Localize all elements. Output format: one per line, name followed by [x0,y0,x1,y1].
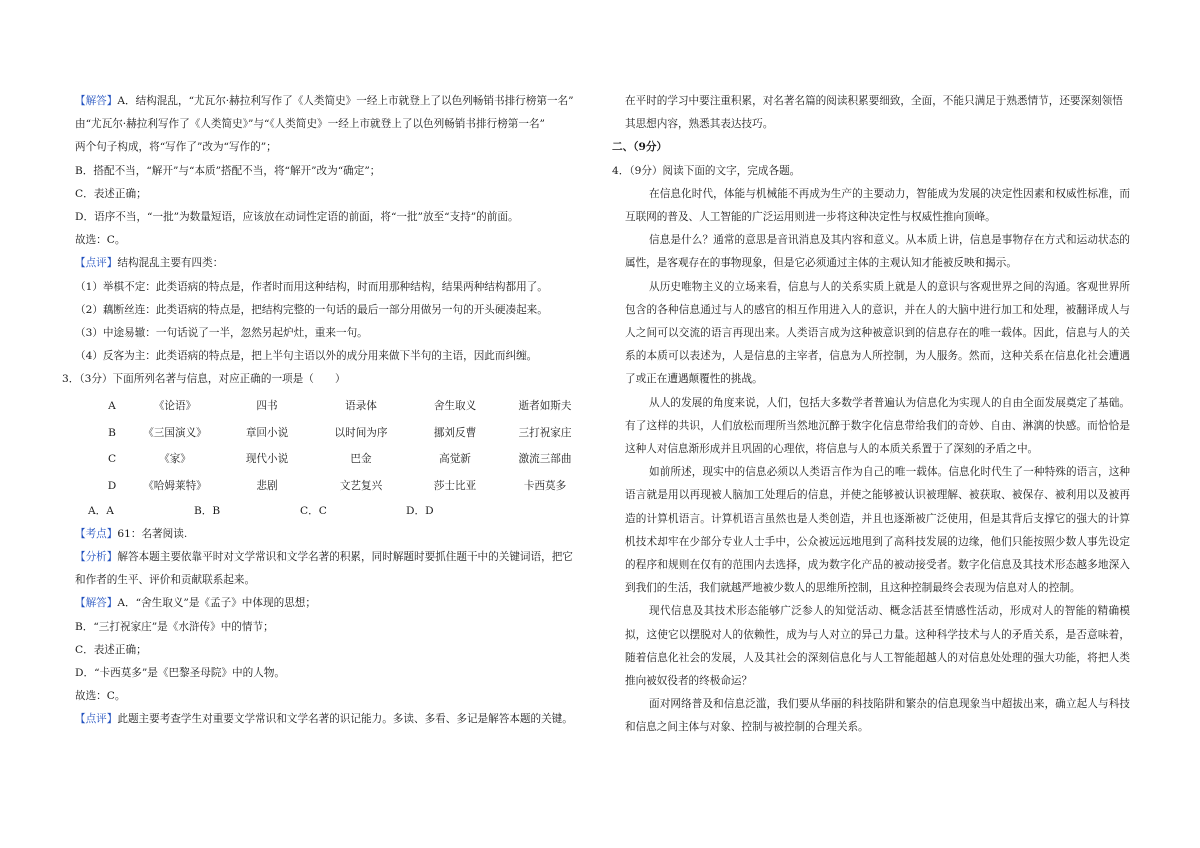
choice-a: A．A [88,504,114,517]
choice-c: C．C [300,504,327,517]
answer-line: D．语序不当，“一批”为数量短语，应该放在动词性定语的前面，将“一批”放至“支持”的前面。 [75,211,519,224]
analysis-tag: 【分析】 [75,551,118,564]
comment-tag: 【点评】 [75,713,118,726]
analysis-line: 【分析】解答本题主要依靠平时对文学常识和文学名著的积累，同时解题时要抓住题干中的关键词语，把它 [75,551,573,564]
choice-b: B．B [194,504,221,517]
left-column [62,90,595,732]
passage-paragraph: 在信息化时代，体能与机械能不再成为生产的主要动力，智能成为发展的决定性因素和权威性标准，而互联网的普及、人工智能的广泛运用则进一步将这种决定性与权威性推向顶峰。 [625,187,1130,224]
comment-line: 【点评】结构混乱主要有四类： [75,257,224,270]
question-4-stem: 4．（9分）阅读下面的文字，完成各题。 [612,164,801,177]
option-row-b: B 《三国演义》 章回小说 以时间为序 挪刘反曹 三打祝家庄 [108,426,572,439]
options-table [95,394,589,500]
answer-line: C．表述正确； [75,643,147,656]
answer-tag: 【解答】 [75,597,118,610]
passage-paragraph: 面对网络普及和信息泛滥，我们要从华丽的科技陷阱和繁杂的信息现象当中超拔出来，确立起人与科技和信息之间主体与对象、控制与被控制的合理关系。 [625,698,1130,734]
answer-tag: 【解答】 [75,95,118,107]
answer-line: 两个句子构成，将“写作了”改为“写作的”； [75,141,277,154]
comment-line: 【点评】此题主要考查学生对重要文学常识和文学名著的识记能力。多读、多看、多记是解答本题的关键。 [75,713,573,726]
kaodian-tag: 【考点】 [75,527,118,540]
comment-item: （4）反客为主：此类语病的特点是，把上半句主语以外的成分用来做下半句的主语，因此而纠缠。 [75,350,538,363]
option-row-c: C 《家》 现代小说 巴金 高觉新 激流三部曲 [107,453,572,466]
comment-item: （2）藕断丝连：此类语病的特点是，把结构完整的一句话的最后一部分用做另一句的开头硬凑起来。 [75,303,548,316]
passage-paragraph: 从历史唯物主义的立场来看，信息与人的关系实质上就是人的意识与客观世界之间的沟通。客观世界所包含的各种信息通过与人的感官的相互作用进入人的意识，并在人的大脑中进行加工和处理，被翻译成人与人之间可以交流的语言再现出来。人类语言成为这种被意识到的信息存在的唯一载体。因此，信息与人的关系的本质可以表述为，人是信息的主宰者，信息为人所控制，为人服务。然而，这种关系在信息化社会遭遇了或正在遭遇颠覆性的挑战。 [625,280,1130,386]
answer-line: B．搭配不当，“解开”与“本质”搭配不当，将“解开”改为“确定”； [75,164,381,177]
passage-paragraph: 信息是什么？通常的意思是音讯消息及其内容和意义。从本质上讲，信息是事物存在方式和运动状态的属性，是客观存在的事物现象，但是它必须通过主体的主观认知才能被反映和揭示。 [625,234,1130,270]
comment-tag: 【点评】 [75,257,118,270]
kaodian-line: 【考点】61：名著阅读. [75,527,188,540]
answer-block-q2-line: 【解答】A．结构混乱，“尤瓦尔·赫拉利写作了《人类简史》一经上市就登上了以色列畅销书排行榜第一名” [75,95,574,107]
option-row-d: D 《哈姆莱特》 悲剧 文艺复兴 莎士比亚 卡西莫多 [107,479,567,492]
analysis-line: 和作者的生平、评价和贡献联系起来。 [75,574,256,587]
answer-line: D．“卡西莫多”是《巴黎圣母院》中的人物。 [75,667,286,680]
answer-line: 由“尤瓦尔·赫拉利写作了《人类简史》”与“《人类简史》一经上市就登上了以色列畅销书排行榜第一名” [75,118,545,131]
answer-line: B．“三打祝家庄”是《水浒传》中的情节； [75,620,274,633]
passage-paragraph: 从人的发展的角度来说，人们，包括大多数学者普遍认为信息化为实现人的自由全面发展奠定了基础。有了这样的共识，人们放松而理所当然地沉醉于数字化信息带给我们的奇妙、自由、淋漓的快感。而恰恰是这种人对信息渐形成并且巩固的心理依，将信息与人的本质关系置于了深刻的矛盾之中。 [625,396,1130,456]
comment-item: （1）举棋不定：此类语病的特点是，作者时而用这种结构，时而用那种结构，结果两种结构都用了。 [75,280,548,293]
choice-d: D．D [406,504,434,517]
answer-line: 故选：C。 [75,690,126,703]
answer-line: 故选：C。 [75,234,126,247]
passage-paragraph: 如前所述，现实中的信息必须以人类语言作为自己的唯一载体。信息化时代生了一种特殊的语言，这种语言就是用以再现被人脑加工处理后的信息，并使之能够被认识被理解、被获取、被保存、被利用以及被再造的计算机语言。计算机语言虽然也是人类创造，并且也逐渐被广泛使用，但是其背后支撑它的强大的计算机技术却牢在少部分专业人士手中，公众被远远地甩到了高科技发展的边缘，他们只能按照少数人事先设定的程序和规则在仅有的范围内去选择，成为数字化产品的被动接受者。数字化信息及其技术形态越多地深入到我们的生活，我们就越严地被少数人的思维所控制，且这种控制最终会表现为信息对人的控制。 [625,466,1130,595]
option-row-a: A 《论语》 四书 语录体 舍生取义 逝者如斯夫 [108,400,572,413]
answer-line: 【解答】A．“舍生取义”是《孟子》中体现的思想； [75,597,316,610]
answer-line: C．表述正确； [75,187,147,200]
answer-choices [75,500,595,523]
continued-line: 其思想内容，熟悉其表达技巧。 [625,118,774,131]
passage-paragraph: 现代信息及其技术形态能够广泛参人的知觉活动、概念活甚至情感性活动，形成对人的智能的精确模拟，这使它以摆脱对人的依赖性，成为与人对立的异己力量。这种科学技术与人的矛盾关系，是否意味着，随着信息化社会的发展，人及其社会的深刻信息化与人工智能超越人的对信息处处理的强大功能，将把人类推向被奴役者的终极命运？ [625,605,1130,688]
comment-item: （3）中途易辙：一句话说了一半，忽然另起炉灶，重来一句。 [75,327,368,340]
continued-line: 在平时的学习中要注重积累，对名著名篇的阅读积累要细致，全面，不能只满足于熟悉情节，还要深刻领悟 [625,95,1123,107]
question-3-stem: 3．（3分）下面所列名著与信息，对应正确的一项是（ ） [62,373,346,386]
section-heading: 二、（9分） [612,141,668,154]
right-column [612,90,1130,740]
